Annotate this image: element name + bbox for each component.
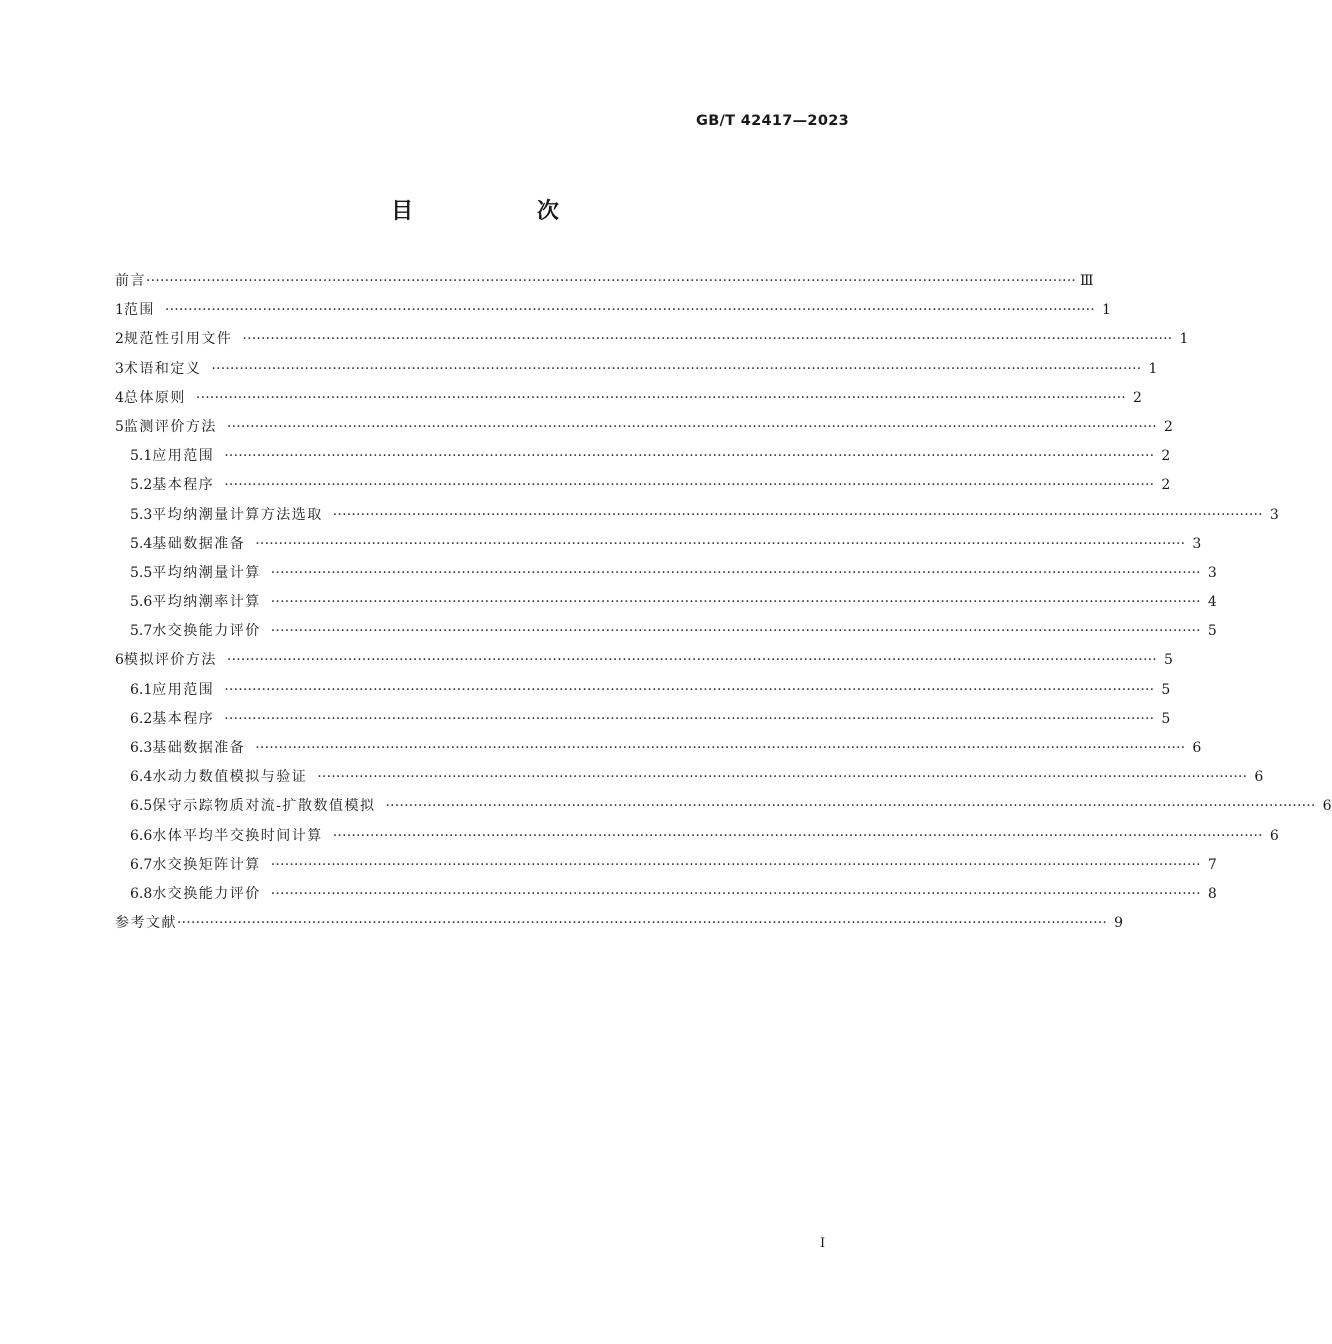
toc-entry[interactable]: [115, 504, 1279, 533]
toc-entry-title: 基本程序: [152, 710, 215, 727]
toc-entry-title: 监测评价方法: [123, 418, 217, 435]
toc-entry-title: 水体平均半交换时间计算: [152, 827, 323, 844]
toc-entry-number: 5.6: [130, 594, 153, 611]
toc-entry-page: 1: [1179, 331, 1189, 348]
toc-dot-leader: ········································································································································································································: [385, 798, 1316, 815]
toc-entry-number: 6.6: [130, 827, 153, 844]
toc-entry[interactable]: [115, 358, 1158, 387]
toc-entry[interactable]: [115, 825, 1279, 854]
toc-entry-number: 6.8: [130, 885, 153, 902]
toc-dot-leader: ········································································································································································································: [226, 418, 1157, 435]
toc-entry-title: 参考文献: [115, 915, 177, 932]
toc-entry[interactable]: [115, 854, 1217, 883]
toc-entry-page: 2: [1161, 477, 1171, 494]
toc-entry-number: 1: [115, 302, 124, 319]
toc-entry-page: Ⅲ: [1080, 273, 1094, 289]
toc-entry[interactable]: [115, 445, 1171, 474]
toc-dot-leader: ········································································································································································································: [224, 448, 1155, 465]
toc-entry-page: 6: [1192, 740, 1202, 756]
toc-entry-title: 应用范围: [152, 448, 215, 465]
toc-entry-number: 2: [115, 331, 124, 348]
toc-dot-leader: ········································································································································································································: [195, 389, 1126, 406]
toc-entry-page: 5: [1161, 710, 1171, 727]
toc-entry-page: 7: [1207, 856, 1217, 873]
table-of-contents: [115, 270, 1332, 941]
toc-dot-leader: ········································································································································································································: [317, 769, 1248, 786]
toc-entry-page: 6: [1322, 798, 1332, 815]
toc-dot-leader: ········································································································································································································: [224, 681, 1155, 698]
toc-entry[interactable]: [115, 883, 1217, 912]
toc-entry-page: 9: [1114, 915, 1124, 932]
toc-entry[interactable]: [115, 795, 1332, 824]
toc-entry-page: 8: [1207, 885, 1217, 902]
toc-entry-title: 平均纳潮率计算: [152, 594, 261, 611]
toc-dot-leader: ········································································································································································································: [224, 477, 1155, 494]
toc-dot-leader: ········································································································································································································: [270, 856, 1201, 873]
toc-entry[interactable]: [115, 328, 1189, 357]
toc-entry-page: 3: [1192, 535, 1202, 552]
toc-dot-leader: ········································································································································································································: [270, 885, 1201, 902]
toc-entry-page: 5: [1164, 652, 1173, 669]
toc-entry-number: 5: [115, 418, 124, 435]
toc-entry-title: 模拟评价方法: [123, 652, 217, 669]
toc-entry-page: 2: [1161, 448, 1171, 465]
toc-entry-number: 6: [115, 652, 124, 669]
toc-dot-leader: ········································································································································································································: [332, 827, 1263, 844]
toc-entry-title: 应用范围: [152, 681, 215, 698]
toc-dot-leader: ········································································································································································································: [226, 652, 1157, 669]
toc-dot-leader: ········································································································································································································: [270, 564, 1201, 581]
standard-code: GB/T 42417—2023: [696, 113, 849, 129]
toc-entry-title: 水交换能力评价: [152, 623, 261, 640]
toc-entry[interactable]: [115, 679, 1171, 708]
toc-dot-leader: ········································································································································································································: [177, 915, 1108, 932]
toc-entry[interactable]: [115, 387, 1142, 416]
toc-entry[interactable]: [115, 620, 1217, 649]
toc-entry[interactable]: [115, 737, 1202, 766]
toc-entry-number: 6.2: [130, 710, 153, 727]
toc-entry[interactable]: [115, 416, 1173, 445]
toc-entry-number: 5.4: [130, 535, 153, 552]
toc-entry-page: 3: [1269, 506, 1279, 523]
toc-entry-page: 6: [1269, 827, 1279, 844]
toc-entry-title: 范围: [123, 302, 155, 319]
toc-entry-title: 水交换矩阵计算: [152, 856, 261, 873]
toc-entry-title: 平均纳潮量计算: [152, 564, 261, 581]
toc-dot-leader: ········································································································································································································: [164, 302, 1095, 319]
toc-entry-page: 1: [1148, 360, 1158, 377]
toc-entry-title: 基本程序: [152, 477, 215, 494]
toc-entry-title: 前言: [115, 273, 146, 289]
toc-entry-page: 6: [1254, 769, 1264, 786]
toc-dot-leader: ········································································································································································································: [332, 506, 1263, 523]
page-number: Ⅰ: [820, 1236, 826, 1251]
toc-entry-title: 平均纳潮量计算方法选取: [152, 506, 323, 523]
toc-entry-number: 5.5: [130, 564, 153, 581]
toc-entry[interactable]: [115, 766, 1264, 795]
toc-entry-title: 保守示踪物质对流-扩散数值模拟: [152, 798, 376, 815]
toc-entry-number: 5.1: [130, 448, 153, 465]
toc-entry-title: 总体原则: [123, 389, 186, 406]
toc-entry-number: 6.3: [130, 740, 153, 756]
toc-dot-leader: ········································································································································································································: [242, 331, 1173, 348]
toc-entry-title: 水动力数值模拟与验证: [152, 769, 308, 786]
toc-entry[interactable]: [115, 533, 1202, 562]
toc-dot-leader: ········································································································································································································: [255, 535, 1186, 552]
toc-entry[interactable]: [115, 270, 1094, 299]
toc-dot-leader: ········································································································································································································: [270, 623, 1201, 640]
toc-entry[interactable]: [115, 299, 1111, 328]
toc-entry[interactable]: [115, 912, 1124, 941]
toc-entry-page: 2: [1133, 389, 1142, 406]
toc-entry-title: 规范性引用文件: [123, 331, 233, 348]
toc-entry-page: 3: [1207, 564, 1217, 581]
toc-entry-number: 5.3: [130, 506, 153, 523]
toc-entry-number: 5.2: [130, 477, 153, 494]
toc-entry-page: 5: [1207, 623, 1217, 640]
toc-entry-title: 术语和定义: [123, 360, 202, 377]
page-title: 目 次: [391, 199, 617, 224]
toc-dot-leader: ········································································································································································································: [270, 594, 1201, 611]
toc-entry-page: 1: [1102, 302, 1111, 319]
toc-entry-number: 6.4: [130, 769, 153, 786]
toc-entry[interactable]: [115, 708, 1171, 737]
toc-entry-number: 6.7: [130, 856, 153, 873]
toc-entry-page: 5: [1161, 681, 1171, 698]
toc-entry-number: 3: [115, 360, 124, 377]
toc-entry-number: 6.5: [130, 798, 153, 815]
toc-entry[interactable]: [115, 562, 1217, 591]
toc-dot-leader: ········································································································································································································: [211, 360, 1142, 377]
toc-entry[interactable]: [115, 649, 1173, 678]
toc-dot-leader: ········································································································································································································: [146, 273, 1077, 289]
toc-entry-page: 2: [1164, 418, 1173, 435]
toc-entry-title: 水交换能力评价: [152, 885, 261, 902]
toc-entry[interactable]: [115, 591, 1217, 620]
toc-entry-title: 基础数据准备: [152, 535, 246, 552]
toc-entry-number: 6.1: [130, 681, 153, 698]
toc-entry-number: 5.7: [130, 623, 153, 640]
toc-dot-leader: ········································································································································································································: [255, 740, 1186, 756]
toc-entry-title: 基础数据准备: [152, 740, 246, 756]
toc-entry-number: 4: [115, 389, 124, 406]
toc-entry-page: 4: [1207, 594, 1217, 611]
toc-entry[interactable]: [115, 474, 1171, 503]
toc-dot-leader: ········································································································································································································: [224, 710, 1155, 727]
